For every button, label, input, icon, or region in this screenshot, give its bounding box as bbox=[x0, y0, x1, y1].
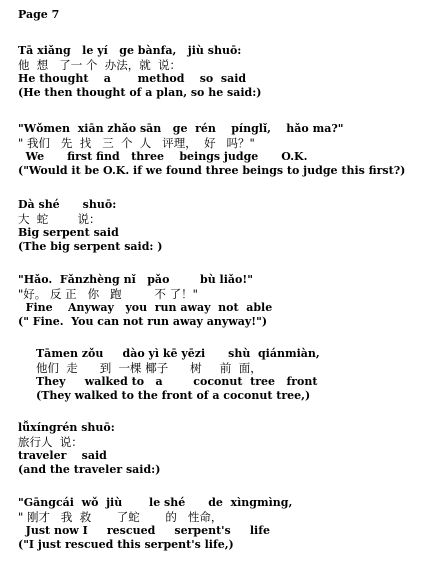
translation-line: (They walked to the front of a coconut tree,) bbox=[36, 389, 311, 402]
chinese-line: 大 蛇 说： bbox=[18, 212, 101, 226]
gloss-line: traveler said bbox=[18, 449, 107, 462]
gloss-line: We first find three beings judge O.K. bbox=[18, 150, 308, 163]
page-number: Page 7 bbox=[18, 8, 60, 21]
translation-line: ("I just rescued this serpent's life,) bbox=[18, 538, 234, 551]
text-block-3 bbox=[18, 198, 418, 254]
chinese-line: " 刚才 我 救 了蛇 的 性命， bbox=[18, 510, 223, 524]
pinyin-line: "Wǒmen xiān zhǎo sān ge rén pínglǐ, hǎo ma?" bbox=[18, 122, 344, 135]
chinese-line: 他们 走 到 一棵 椰子 树 前 面， bbox=[36, 361, 262, 375]
text-block-2 bbox=[18, 122, 418, 178]
translation-line: (" Fine. You can not run away anyway!") bbox=[18, 315, 268, 328]
pinyin-line: Tā xiǎng le yí ge bànfa, jiù shuō: bbox=[18, 44, 242, 57]
chinese-line: "好。 反 正 你 跑 不 了！" bbox=[18, 287, 198, 301]
text-block-6 bbox=[18, 421, 418, 477]
gloss-line: Big serpent said bbox=[18, 226, 119, 239]
gloss-line: Just now I rescued serpent's life bbox=[18, 524, 270, 537]
pinyin-line: Tāmen zǒu dào yì kē yēzi shù qiánmiàn, bbox=[36, 347, 320, 360]
chinese-line: " 我们 先 找 三 个 人 评理， 好 吗？" bbox=[18, 136, 255, 150]
translation-line: (and the traveler said:) bbox=[18, 463, 161, 476]
chinese-line: 他 想 了一 个 办法，就 说： bbox=[18, 58, 182, 72]
pinyin-line: lǚxíngrén shuō: bbox=[18, 421, 115, 434]
text-block-5 bbox=[36, 347, 425, 403]
translation-line: ("Would it be O.K. if we found three beings to judge this first?) bbox=[18, 164, 406, 177]
pinyin-line: "Gāngcái wǒ jiù le shé de xìngmìng, bbox=[18, 496, 293, 509]
text-block-7 bbox=[18, 496, 418, 552]
gloss-line: They walked to a coconut tree front bbox=[36, 375, 318, 388]
gloss-line: Fine Anyway you run away not able bbox=[18, 301, 273, 314]
text-block-4 bbox=[18, 273, 418, 329]
pinyin-line: "Hǎo. Fǎnzhèng nǐ pǎo bù liǎo!" bbox=[18, 273, 253, 286]
translation-line: (He then thought of a plan, so he said:) bbox=[18, 86, 262, 99]
translation-line: (The big serpent said: ) bbox=[18, 240, 163, 253]
chinese-line: 旅行人 说： bbox=[18, 435, 83, 449]
gloss-line: He thought a method so said bbox=[18, 72, 247, 85]
pinyin-line: Dà shé shuō: bbox=[18, 198, 117, 211]
text-block-1 bbox=[18, 44, 418, 100]
